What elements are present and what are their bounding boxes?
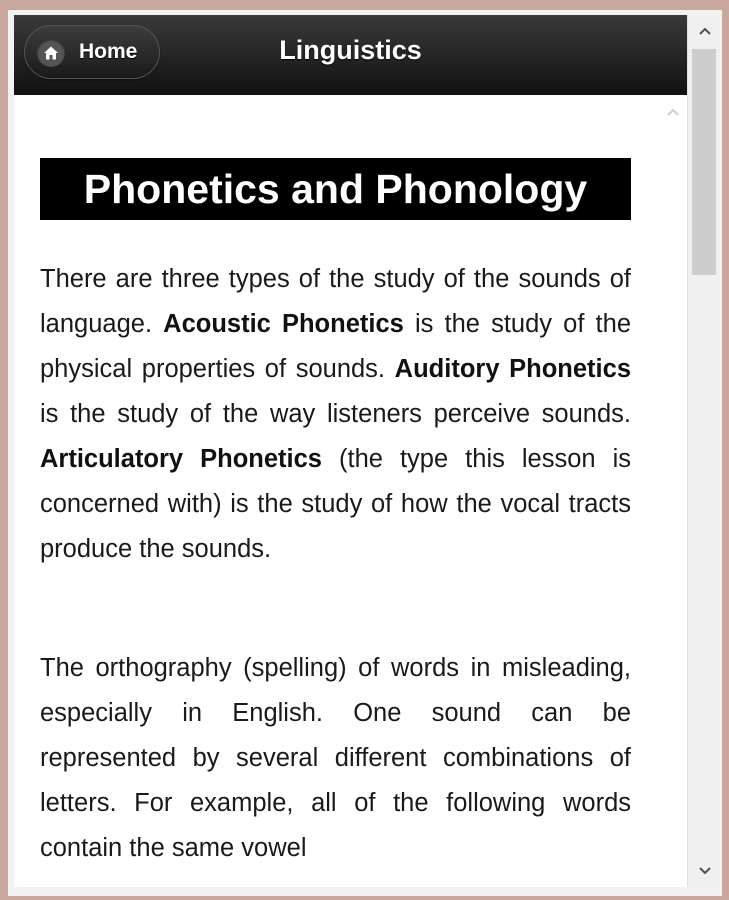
paragraph-text: There are three types of the study of the sounds of language. [40, 265, 631, 338]
scroll-up-button[interactable] [688, 15, 720, 47]
inner-scroll-up-icon[interactable] [662, 101, 684, 123]
term-articulatory-phonetics: Articulatory Phonetics [40, 445, 322, 473]
scroll-down-button[interactable] [688, 855, 720, 887]
paragraph-orthography: The orthography (spelling) of words in misleading, especially in English. One sound can be represented by several different combinations of letters. For example, all of the following words contain the same vowel [40, 654, 631, 862]
scrollbar-thumb[interactable] [692, 49, 716, 275]
app-window [14, 15, 720, 887]
term-auditory-phonetics: Auditory Phonetics [394, 355, 631, 383]
lesson-content[interactable] [14, 95, 659, 887]
paragraph-text: (the type this lesson is concerned with) is the study of how the vocal tracts produce the sounds. [40, 445, 632, 563]
lesson-heading: Phonetics and Phonology [40, 158, 631, 220]
chevron-down-icon [698, 865, 712, 877]
vertical-scrollbar[interactable] [687, 15, 720, 887]
term-acoustic-phonetics: Acoustic Phonetics [163, 310, 404, 338]
header-bar [14, 15, 687, 95]
paragraph-text: is the study of the way listeners perceive sounds. [40, 400, 631, 428]
page-title: Linguistics [279, 35, 422, 65]
chevron-up-icon [698, 25, 712, 37]
home-label: Home [79, 40, 138, 63]
paragraph-phonetics-types [40, 257, 631, 572]
paragraph-text: is the study of the physical properties of sounds. [40, 310, 632, 383]
